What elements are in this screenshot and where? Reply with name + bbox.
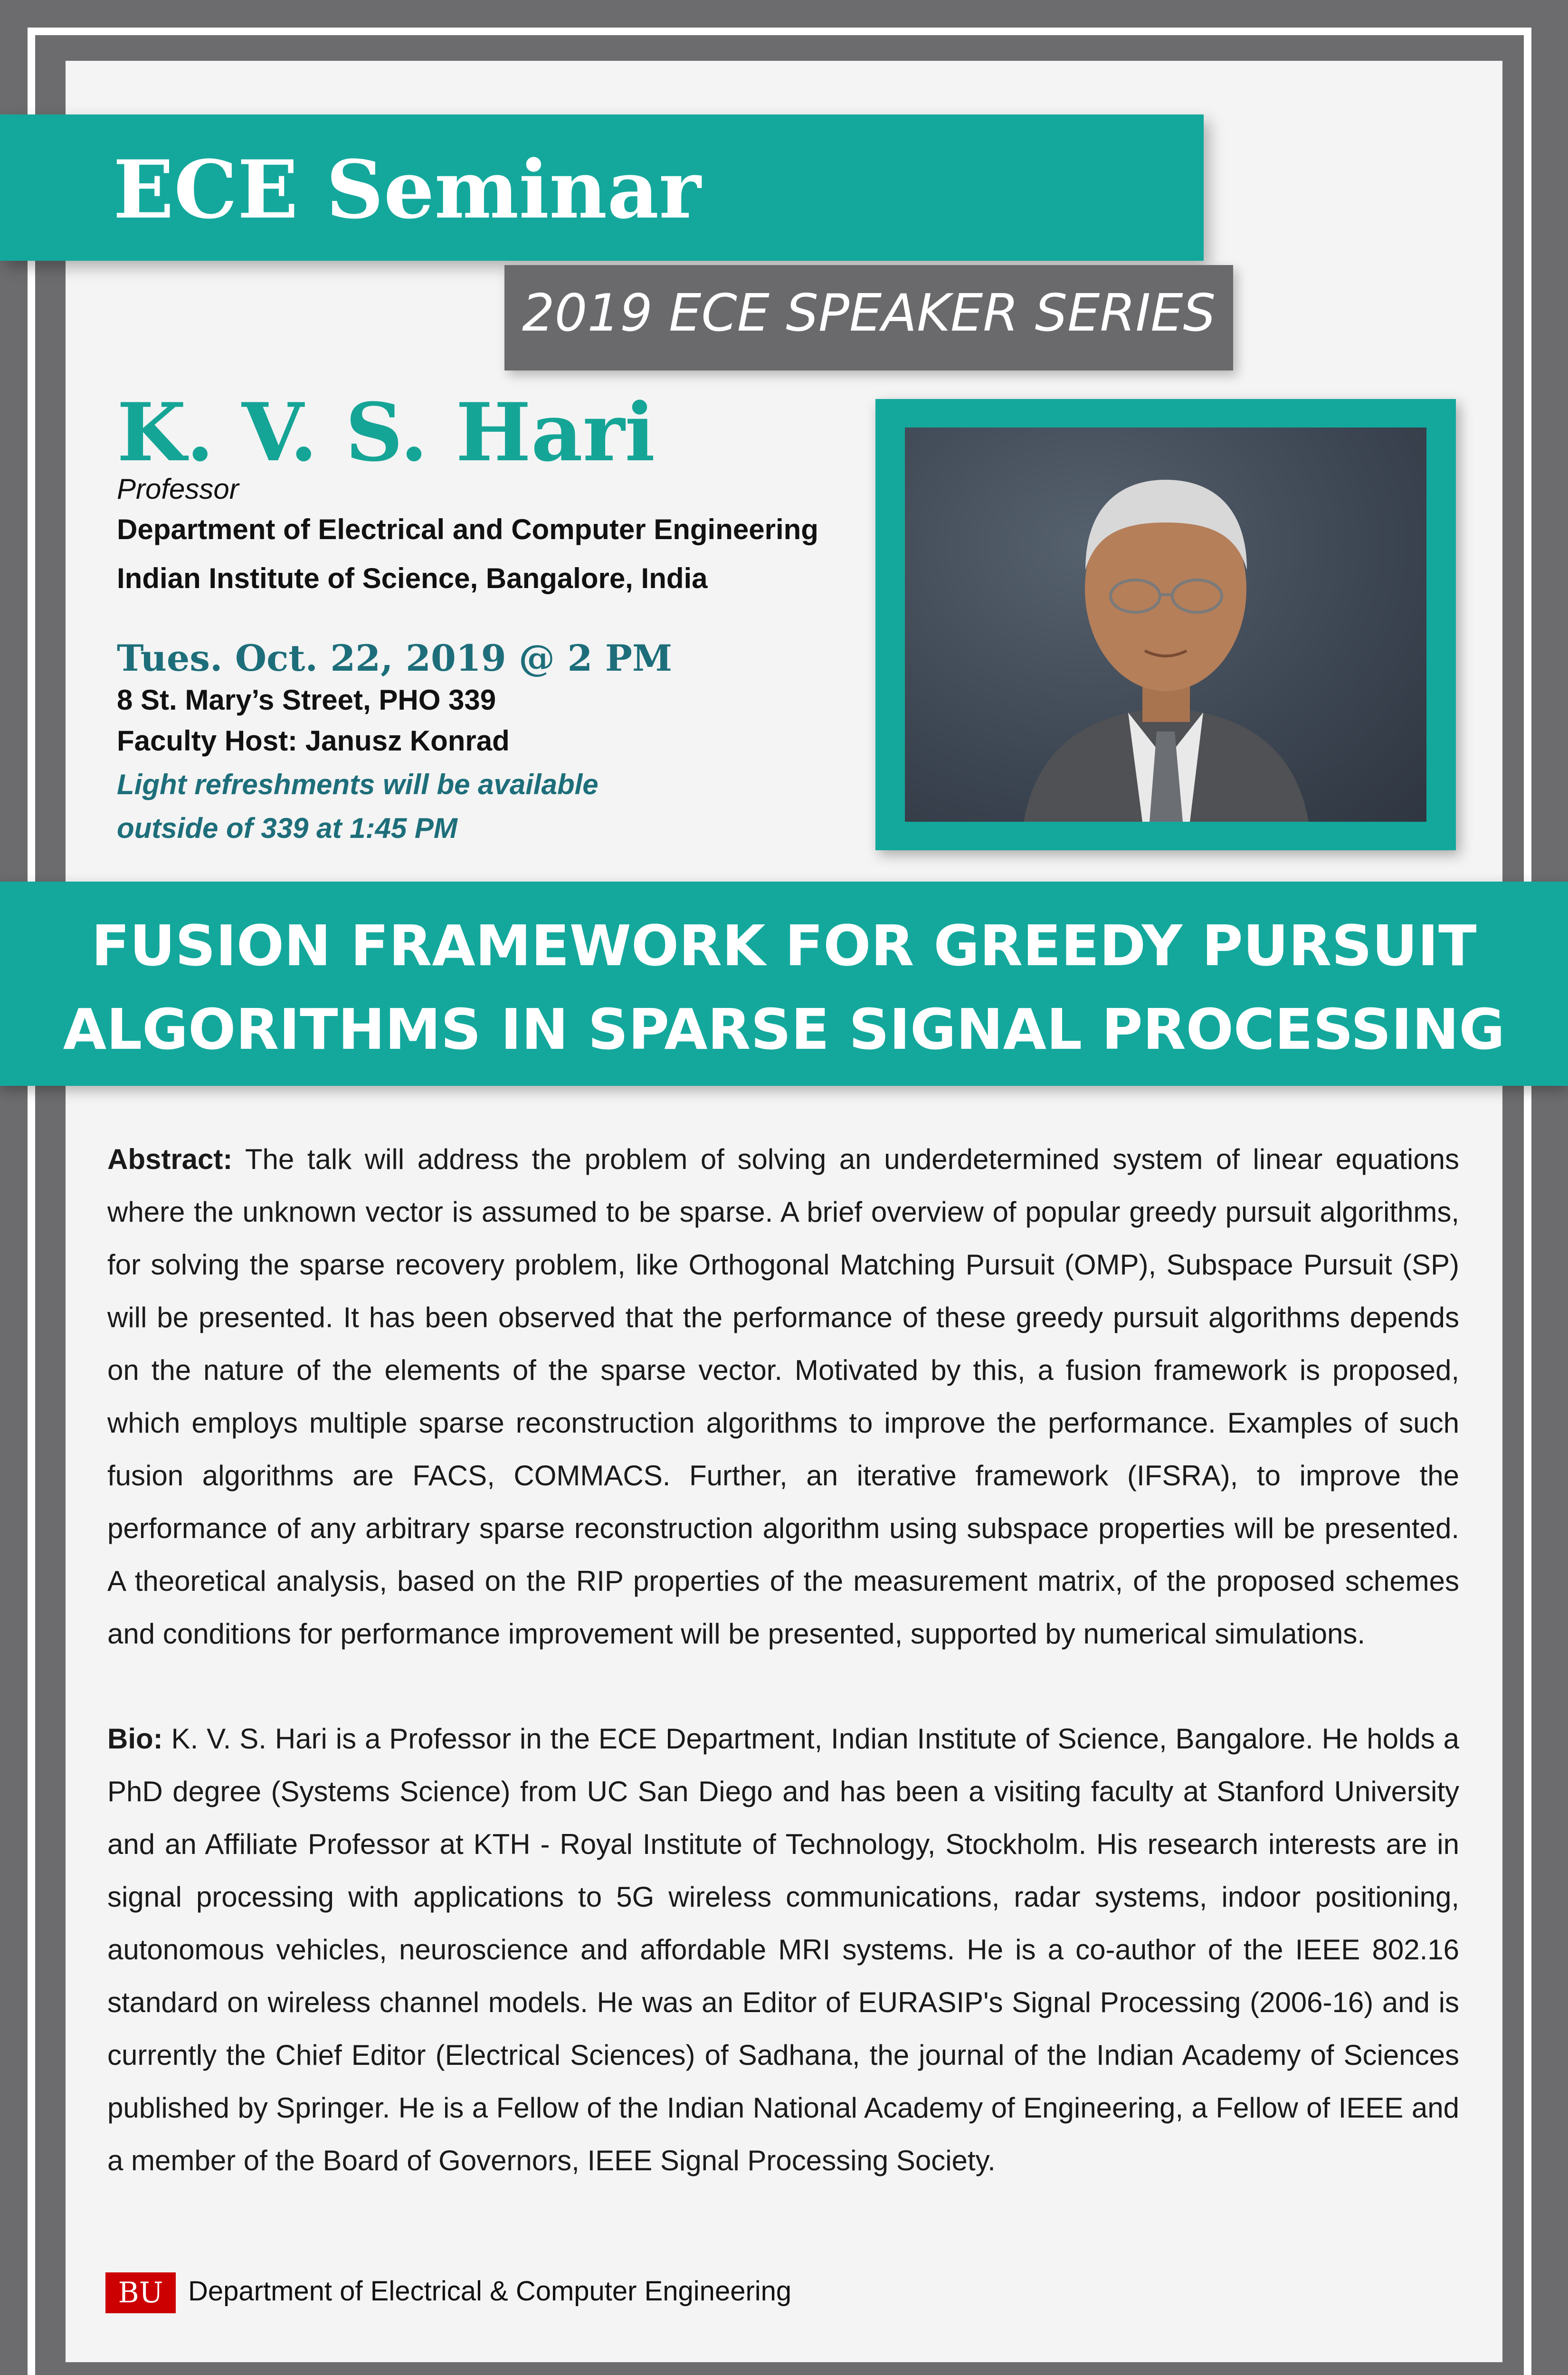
footer-department: Department of Electrical & Computer Engineering [188, 2276, 792, 2307]
speaker-name: K. V. S. Hari [117, 385, 656, 479]
speaker-portrait-icon [905, 428, 1426, 822]
bio-paragraph [107, 1712, 1459, 2187]
abstract-paragraph [107, 1133, 1459, 1660]
abstract-label: Abstract: [107, 1143, 233, 1175]
seminar-title: ECE Seminar [113, 142, 701, 237]
bu-logo: BU [105, 2272, 176, 2313]
event-location: 8 St. Mary’s Street, PHO 339 [117, 684, 496, 716]
talk-title-line-2: ALGORITHMS IN SPARSE SIGNAL PROCESSING [63, 997, 1505, 1062]
refreshments-line-1: Light refreshments will be available [117, 769, 599, 800]
speaker-photo [905, 428, 1426, 822]
speaker-department: Department of Electrical and Computer Engineering [117, 513, 818, 545]
bio-text: K. V. S. Hari is a Professor in the ECE Department, Indian Institute of Science, Bangalore. He holds a PhD degree (Systems Science) from UC San Diego and has been a visiting faculty at Stanford University and an Affiliate Professor at KTH - Royal Institute of Technology, Stockholm. His research interests are in signal processing with applications to 5G wireless communications, radar systems, indoor positioning, autonomous vehicles, neuroscience and affordable MRI systems. He is a co-author of the IEEE 802.16 standard on wireless channel models. He was an Editor of EURASIP's Signal Processing (2006-16) and is currently the Chief Editor (Electrical Sciences) of Sadhana, the journal of the Indian Academy of Sciences published by Springer. He is a Fellow of the Indian National Academy of Engineering, a Fellow of IEEE and a member of the Board of Governors, IEEE Signal Processing Society. [107, 1723, 1459, 2176]
speaker-institution: Indian Institute of Science, Bangalore, India [117, 562, 708, 594]
talk-title-line-1: FUSION FRAMEWORK FOR GREEDY PURSUIT [91, 913, 1477, 978]
bio-label: Bio: [107, 1723, 163, 1755]
event-datetime: Tues. Oct. 22, 2019 @ 2 PM [117, 637, 673, 679]
speaker-position: Professor [117, 473, 239, 505]
abstract-text: The talk will address the problem of solving an underdetermined system of linear equations where the unknown vector is assumed to be sparse. A brief overview of popular greedy pursuit algorithms, for solving the sparse recovery problem, like Orthogonal Matching Pursuit (OMP), Subspace Pursuit (SP) will be presented. It has been observed that the performance of these greedy pursuit algorithms depends on the nature of the elements of the sparse vector. Motivated by this, a fusion framework is proposed, which employs multiple sparse reconstruction algorithms to improve the performance. Examples of such fusion algorithms are FACS, COMMACS. Further, an iterative framework (IFSRA), to improve the performance of any arbitrary sparse reconstruction algorithm using subspace properties will be presented. A theoretical analysis, based on the RIP properties of the measurement matrix, of the proposed schemes and conditions for performance improvement will be presented, supported by numerical simulations. [107, 1143, 1459, 1650]
faculty-host: Faculty Host: Janusz Konrad [117, 725, 510, 757]
series-label: 2019 ECE SPEAKER SERIES [522, 284, 1216, 343]
refreshments-line-2: outside of 339 at 1:45 PM [117, 812, 457, 844]
